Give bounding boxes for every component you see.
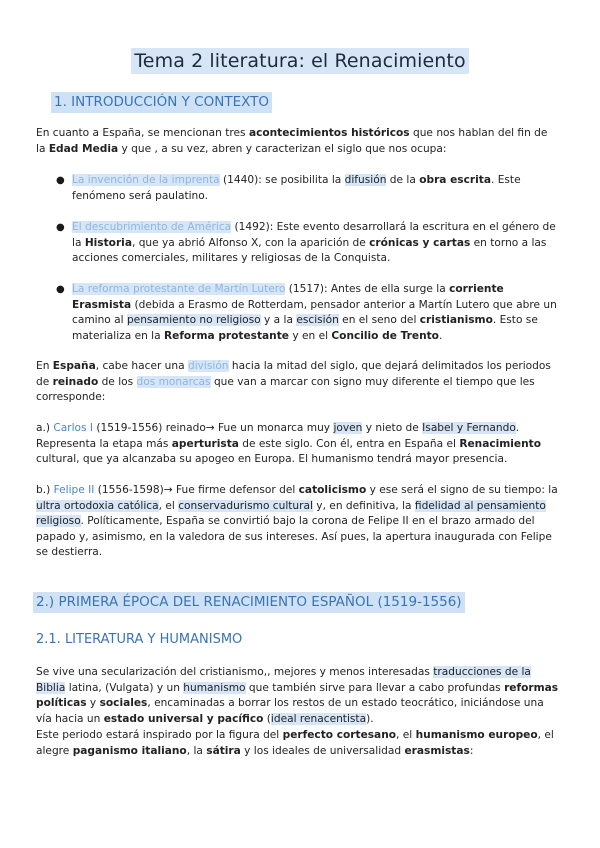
periodo-paragraph: Este periodo estará inspirado por la figura del perfecto cortesano, el humanismo europeo, el alegre paganismo italiano, la sátira y los ideales de universalidad erasmistas: (36, 729, 554, 757)
link-america[interactable]: El descubrimiento de América (72, 221, 232, 233)
bullet-dot: ● (56, 284, 65, 295)
section-heading-introduccion: 1. INTRODUCCIÓN Y CONTEXTO (51, 92, 272, 113)
link-carlos-i[interactable]: Carlos I (50, 422, 97, 434)
espana-paragraph: En España, cabe hacer una división hacia la mitad del siglo, que dejará delimitados los periodos de reinado de los dos monarcas que van a marcar con signo muy diferente el tiempo que les corresponde: (36, 360, 551, 403)
subsection-heading-literatura: 2.1. LITERATURA Y HUMANISMO (36, 632, 243, 647)
title-container (0, 48, 600, 74)
link-imprenta[interactable]: La invención de la imprenta (72, 174, 220, 186)
list-item-reforma: La reforma protestante de Martín Lutero (1517): Antes de ella surge la corriente Erasmista (debida a Erasmo de Rotterdam, pensador anterior a Martín Lutero que abre un camino al pensamiento no religioso y a la escisión en el seno del cristianismo. Esto se materializa en la Reforma protestante y en el Concilio de Trento. (72, 283, 557, 342)
secularizacion-paragraph: Se vive una secularización del cristianismo,, mejores y menos interesadas traducciones de la Biblia latina, (Vulgata) y un humanismo que también sirve para llevar a cabo profundas reformas políticas y sociales, encaminadas a borrar los restos de un estado teocrático, iniciándose una vía hacia un estado universal y pacífico (ideal renacentista). (36, 666, 559, 725)
list-item-america: El descubrimiento de América (1492): Este evento desarrollará la escritura en el género de la Historia, que ya abrió Alfonso X, con la aparición de crónicas y cartas en torno a las acciones comerciales, militares y religiosas de la Conquista. (72, 221, 556, 264)
felipe-paragraph: b.) Felipe II (1556-1598)→ Fue firme defensor del catolicismo y ese será el signo de su tiempo: la ultra ortodoxia católica, el conservadurismo cultural y, en definitiva, la fidelidad al pensamiento religioso. Políticamente, España se convirtió bajo la corona de Felipe II en el brazo armado del papado y, asimismo, en la valedora de sus intereses. Así pues, la apertura inaugurada con Felipe se destierra. (36, 484, 558, 558)
intro-paragraph: En cuanto a España, se mencionan tres acontecimientos históricos que nos hablan del fin de la Edad Media y que , a su vez, abren y caracterizan el siglo que nos ocupa: (36, 127, 548, 155)
bullet-dot: ● (56, 175, 65, 186)
link-reforma[interactable]: La reforma protestante de Martín Lutero (72, 283, 286, 295)
page-title: Tema 2 literatura: el Renacimiento (131, 48, 468, 74)
link-dos-monarcas[interactable]: dos monarcas (136, 375, 211, 388)
list-item-imprenta: La invención de la imprenta (1440): se posibilita la difusión de la obra escrita. Este fenómeno será paulatino. (72, 174, 521, 202)
section-heading-primera-epoca: 2.) PRIMERA ÉPOCA DEL RENACIMIENTO ESPAÑOL (1519-1556) (33, 592, 465, 613)
link-division[interactable]: división (187, 360, 229, 372)
bullet-dot: ● (56, 222, 65, 233)
link-felipe-ii[interactable]: Felipe II (50, 484, 98, 496)
carlos-paragraph: a.) Carlos I (1519-1556) reinado→ Fue un monarca muy joven y nieto de Isabel y Fernando. Representa la etapa más aperturista de este siglo. Con él, entra en España el Renacimiento cultural, que ya alcanzaba su apogeo en Europa. El humanismo tendrá mayor presencia. (36, 422, 541, 465)
